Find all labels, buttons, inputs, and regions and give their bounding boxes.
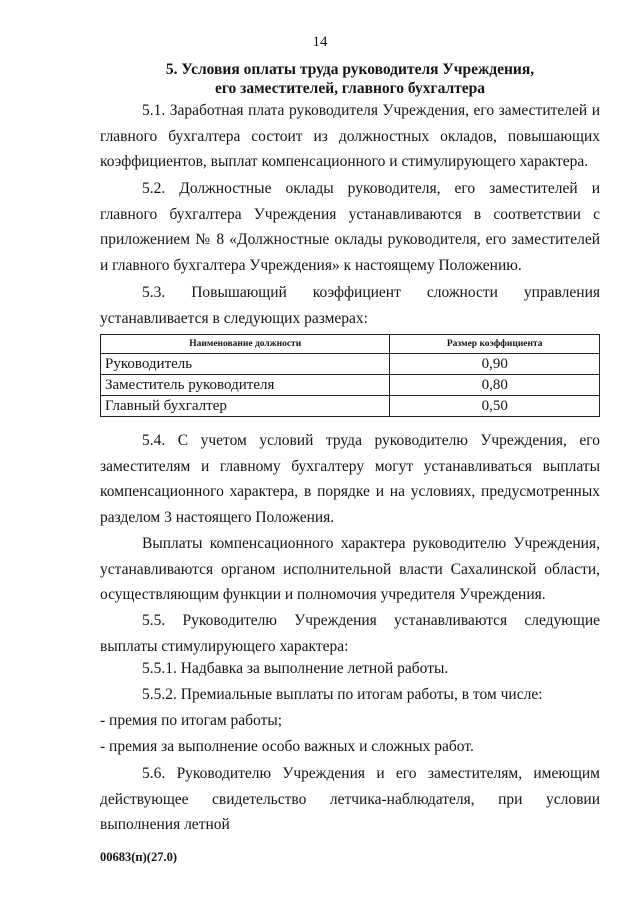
table-row xyxy=(101,396,600,417)
table-header-position: Наименование должности xyxy=(101,335,390,354)
paragraph-5-1 xyxy=(100,98,600,175)
paragraph-5-5-1: 5.5.1. Надбавка за выполнение летной работы. xyxy=(142,660,449,677)
document-code: 00683(п)(27.0) xyxy=(100,850,177,864)
paragraph-5-4-text: 5.4. С учетом условий труда руководителю Учреждения, его заместителям и главному бухгалтеру могут устанавливаться выплаты компенсационного характера, в порядке и на условиях, предусмотренных разделом 3 настоящего Положения. xyxy=(100,432,600,526)
paragraph-5-2 xyxy=(100,176,600,278)
paragraph-5-6-text: 5.6. Руководителю Учреждения и его заместителям, имеющим действующее свидетельство летчика-наблюдателя, при условии выполнения летной xyxy=(100,765,600,833)
section-heading-line-1: 5. Условия оплаты труда руководителя Учреждения, xyxy=(165,61,535,78)
table-row xyxy=(101,375,600,396)
paragraph-5-3 xyxy=(100,280,600,331)
bullet-item-2: - премия за выполнение особо важных и сложных работ. xyxy=(100,738,474,755)
paragraph-5-3-text: 5.3. Повышающий коэффициент сложности управления устанавливается в следующих размерах: xyxy=(100,284,600,327)
paragraph-5-1-text: 5.1. Заработная плата руководителя Учреждения, его заместителей и главного бухгалтера состоит из должностных окладов, повышающих коэффициентов, выплат компенсационного и стимулирующего характера. xyxy=(100,102,600,170)
bullet-item-1: - премия по итогам работы; xyxy=(100,712,283,729)
table-cell-position: Главный бухгалтер xyxy=(101,396,390,417)
paragraph-5-5 xyxy=(100,608,600,659)
paragraph-5-5-text: 5.5. Руководителю Учреждения устанавливаются следующие выплаты стимулирующего характера: xyxy=(100,612,600,655)
paragraph-5-6 xyxy=(100,761,600,838)
table-cell-coefficient: 0,80 xyxy=(390,375,600,396)
table-cell-coefficient: 0,90 xyxy=(390,354,600,375)
section-heading-line-2: его заместителей, главного бухгалтера xyxy=(214,80,486,97)
table-cell-position: Руководитель xyxy=(101,354,390,375)
table-cell-position: Заместитель руководителя xyxy=(101,375,390,396)
table-cell-coefficient: 0,50 xyxy=(390,396,600,417)
coefficient-table xyxy=(100,334,600,417)
page-number: 14 xyxy=(312,34,328,50)
paragraph-5-4 xyxy=(100,428,600,530)
paragraph-compensation xyxy=(100,531,600,608)
paragraph-5-5-2: 5.5.2. Премиальные выплаты по итогам работы, в том числе: xyxy=(142,686,543,703)
paragraph-5-2-text: 5.2. Должностные оклады руководителя, его заместителей и главного бухгалтера Учреждения устанавливаются в соответствии с приложением № 8 «Должностные оклады руководителя, его заместителей и главного бухгалтера Учреждения» к настоящему Положению. xyxy=(100,180,600,274)
section-heading xyxy=(100,60,600,98)
paragraph-compensation-text: Выплаты компенсационного характера руководителю Учреждения, устанавливаются органом исполнительной власти Сахалинской области, осуществляющим функции и полномочия учредителя Учреждения. xyxy=(100,535,600,603)
table-header-coefficient: Размер коэффициента xyxy=(390,335,600,354)
table-row xyxy=(101,354,600,375)
table-header-row xyxy=(101,335,600,354)
